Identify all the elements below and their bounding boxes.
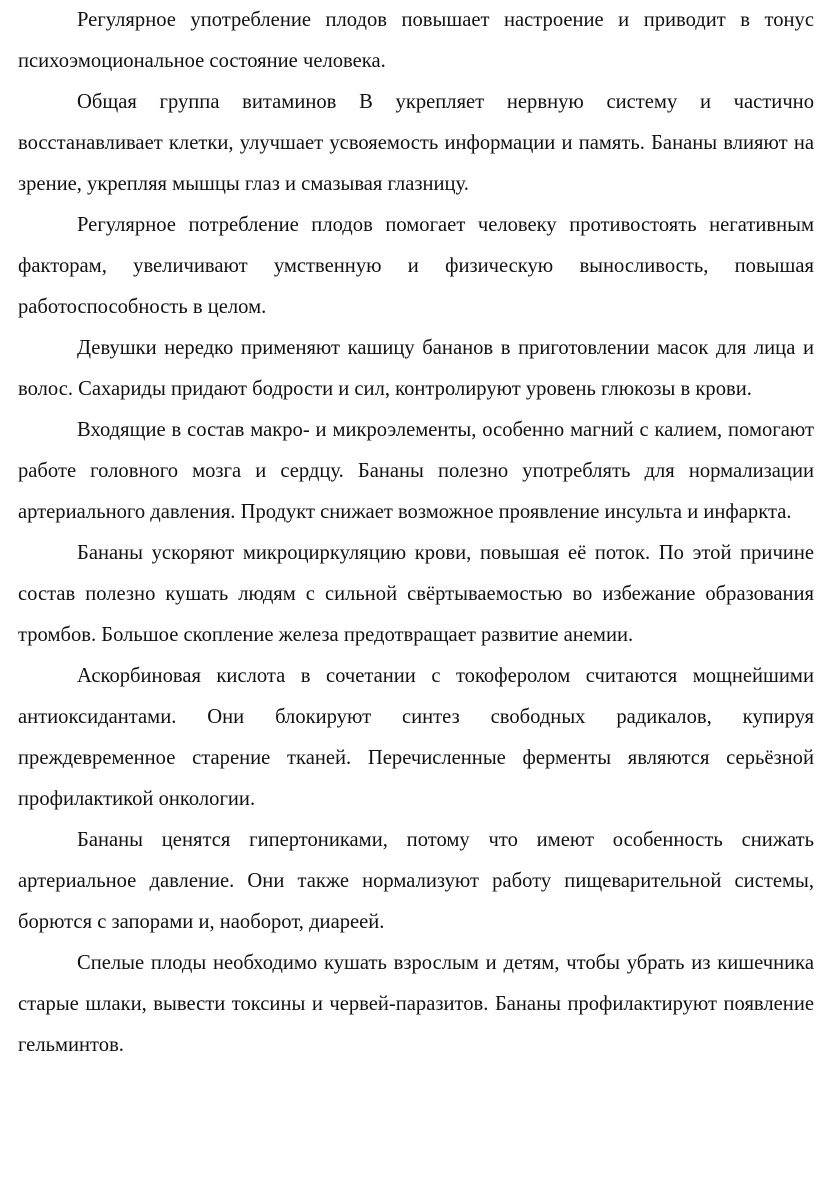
paragraph-detox: Спелые плоды необходимо кушать взрослым и детям, чтобы убрать из кишечника старые шлаки, вывести токсины и червей-паразитов. Бананы профилактируют появление гельминтов. xyxy=(18,952,814,1056)
paragraph-endurance: Регулярное потребление плодов помогает человеку противостоять негативным факторам, увеличивают умственную и физическую выносливость, повышая работоспособность в целом. xyxy=(18,214,814,318)
paragraph-microelements: Входящие в состав макро- и микроэлементы, особенно магний с калием, помогают работе головного мозга и сердцу. Бананы полезно употреблять для нормализации артериального давления. Продукт снижает возможное проявление инсульта и инфаркта. xyxy=(18,419,814,523)
paragraph-hypertension: Бананы ценятся гипертониками, потому что имеют особенность снижать артериальное давление. Они также нормализуют работу пищеварительной системы, борются с запорами и, наоборот, диареей. xyxy=(18,829,814,933)
paragraph-mood: Регулярное употребление плодов повышает настроение и приводит в тонус психоэмоциональное состояние человека. xyxy=(18,9,814,72)
paragraph-vitamins-b: Общая группа витаминов B укрепляет нервную систему и частично восстанавливает клетки, улучшает усвояемость информации и память. Бананы влияют на зрение, укрепляя мышцы глаз и смазывая глазницу. xyxy=(18,91,814,195)
document-page xyxy=(18,0,814,1066)
paragraph-masks: Девушки нередко применяют кашицу бананов в приготовлении масок для лица и волос. Сахариды придают бодрости и сил, контролируют уровень глюкозы в крови. xyxy=(18,337,814,400)
paragraph-antioxidants: Аскорбиновая кислота в сочетании с токоферолом считаются мощнейшими антиоксидантами. Они блокируют синтез свободных радикалов, купируя преждевременное старение тканей. Перечисленные ферменты являются серьёзной профилактикой онкологии. xyxy=(18,665,814,810)
paragraph-microcirculation: Бананы ускоряют микроциркуляцию крови, повышая её поток. По этой причине состав полезно кушать людям с сильной свёртываемостью во избежание образования тромбов. Большое скопление железа предотвращает развитие анемии. xyxy=(18,542,814,646)
